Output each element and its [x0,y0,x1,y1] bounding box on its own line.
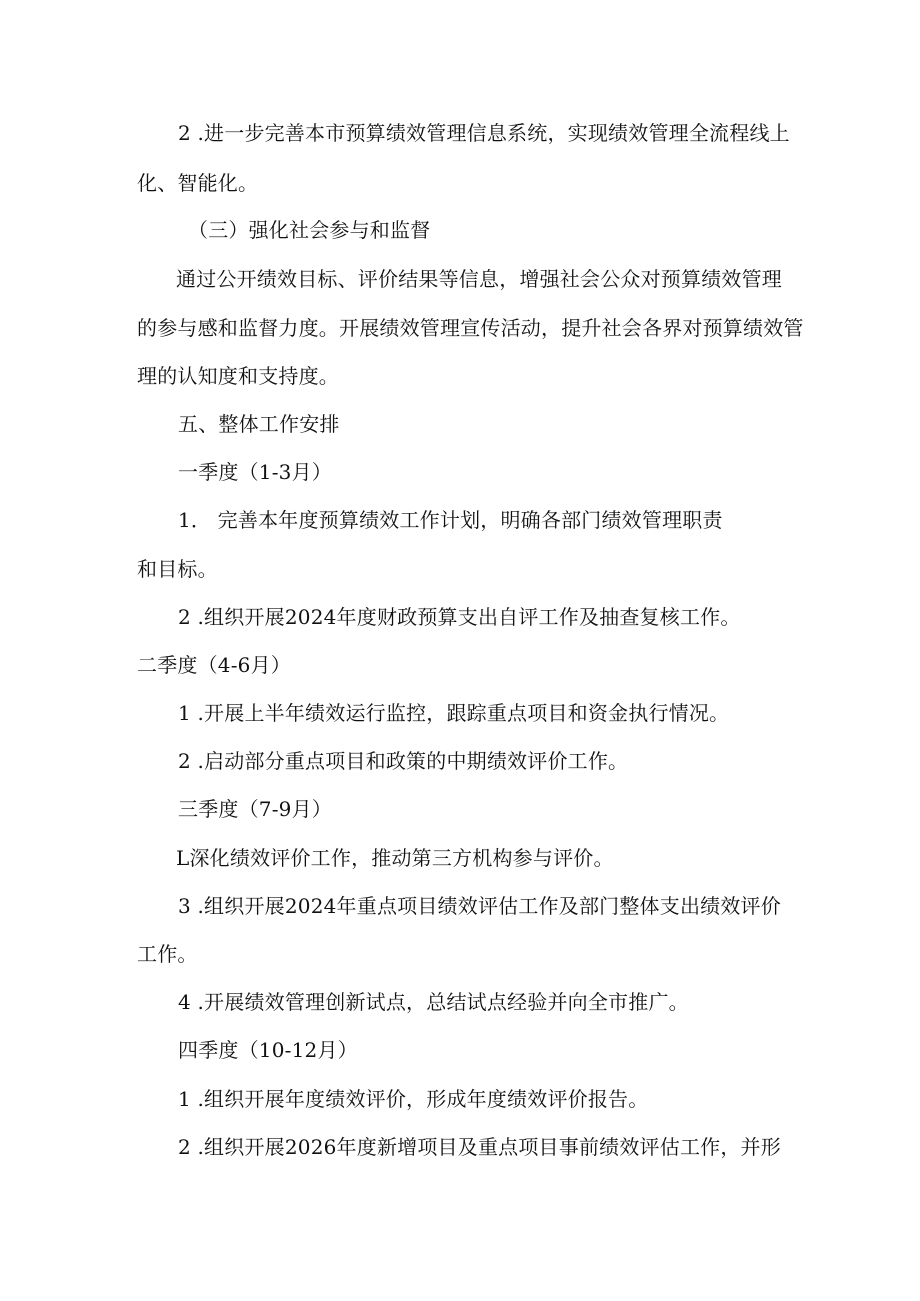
paragraph-line: 的参与感和监督力度。开展绩效管理宣传活动，提升社会各界对预算绩效管 [137,316,804,340]
paragraph-line: 化、智能化。 [137,171,259,195]
paragraph-line: 2 .组织开展2026年度新增项目及重点项目事前绩效评估工作，并形 [178,1135,781,1159]
quarter-heading: 一季度（1-3月） [178,460,333,484]
quarter-heading: 二季度（4-6月） [137,653,292,677]
paragraph-line: 1 .组织开展年度绩效评价，形成年度绩效评价报告。 [178,1087,649,1111]
quarter-heading: 三季度（7-9月） [178,797,333,821]
section-heading: 五、整体工作安排 [178,412,340,436]
paragraph-line: 通过公开绩效目标、评价结果等信息，增强社会公众对预算绩效管理 [176,267,782,291]
paragraph-line: 3 .组织开展2024年重点项目绩效评估工作及部门整体支出绩效评价 [178,894,781,918]
paragraph-line: 理的认知度和支持度。 [137,364,339,388]
quarter-heading: 四季度（10-12月） [178,1038,358,1062]
paragraph-line: 1 .开展上半年绩效运行监控，跟踪重点项目和资金执行情况。 [178,701,730,725]
paragraph-line: 和目标。 [137,557,218,581]
paragraph-line: 4 .开展绩效管理创新试点，总结试点经验并向全市推广。 [178,990,689,1014]
paragraph-line: 2 .进一步完善本市预算绩效管理信息系统，实现绩效管理全流程线上 [178,121,790,145]
paragraph-line: 工作。 [137,942,198,966]
paragraph-line: 2 .启动部分重点项目和政策的中期绩效评价工作。 [178,749,629,773]
paragraph-line: 1． 完善本年度预算绩效工作计划，明确各部门绩效管理职责 [178,508,723,532]
paragraph-line: 2 .组织开展2024年度财政预算支出自评工作及抽查复核工作。 [178,605,741,629]
section-heading: （三）强化社会参与和监督 [188,218,431,242]
paragraph-line: L深化绩效评价工作，推动第三方机构参与评价。 [176,846,614,870]
